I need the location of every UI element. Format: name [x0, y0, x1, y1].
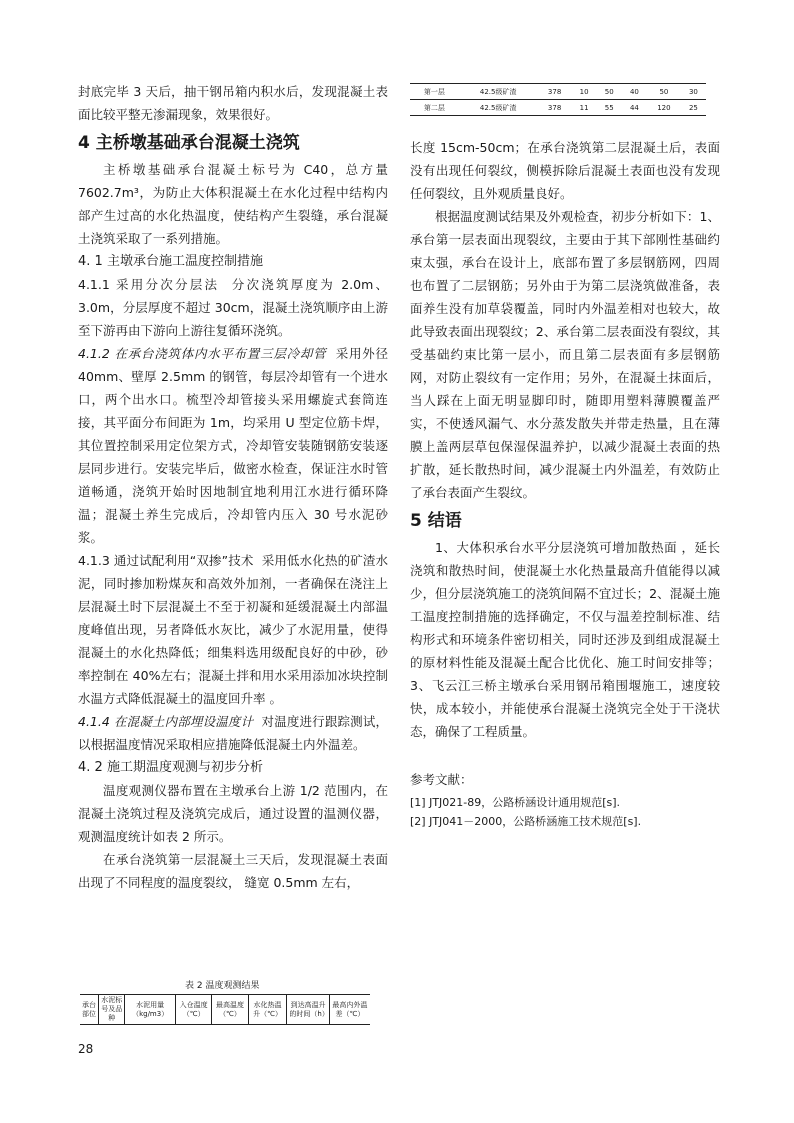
page-number: 28: [78, 1042, 94, 1056]
item-heading: 4.1.2 在承台浇筑体内水平布置三层冷却管: [78, 346, 327, 361]
paragraph: 温度观测仪器布置在主墩承台上游 1/2 范围内，在混凝土浇筑过程及浇筑完成后，通过设置的温测仪器，观测温度统计如表 2 所示。: [78, 783, 388, 844]
table-continuation: [410, 83, 706, 116]
reference-item: [1] JTJ021-89，公路桥涵设计通用规范[s].: [410, 796, 621, 809]
references: [410, 770, 641, 831]
item-heading: 4.1.3 通过试配利用“双掺”技术: [78, 553, 254, 568]
table-row: 第一层 42.5级矿渣 378 10 50 40 50 30: [410, 84, 706, 100]
right-column: [410, 136, 720, 743]
paragraph-4-1-1: 4.1.1 采用分次分层法 分次浇筑厚度为 2.0m、3.0m，分层厚度不超过 30cm，混凝土浇筑顺序由上游至下游再由下游向上游往复循环浇筑。: [78, 277, 389, 338]
table-caption: 表 2 温度观测结果: [185, 981, 260, 991]
section-heading-5: 5 结语: [410, 511, 462, 531]
left-column: [78, 80, 388, 894]
table-header-row: 承台部位 水泥标号及品种 水泥用量（kg/m3） 入仓温度（℃） 最高温度（℃） 水化热温升（℃） 到达高温升的时间（h） 最高内外温差（℃）: [80, 995, 370, 1025]
paragraph: 长度 15cm-50cm；在承台浇筑第二层混凝土后，表面没有出现任何裂纹，侧模拆除后混凝土表面也没有发现任何裂纹，且外观质量良好。: [410, 140, 720, 201]
reference-item: [2] JTJ041－2000，公路桥涵施工技术规范[s].: [410, 815, 642, 828]
paragraph: 根据温度测试结果及外观检查，初步分析如下：1、承台第一层表面出现裂纹，主要由于其下部刚性基础约束太强，承台在设计上，底部布置了多层钢筋网，四周也布置了二层钢筋；另外由于为第二层浇筑做准备，表面养生没有加草袋覆盖，同时内外温差相对也较大，故此导致表面出现裂纹；2、承台第二层表面没有裂纹，其受基础约束比第一层小，而且第二层表面有多层钢筋网，对防止裂纹有一定作用；另外，在混凝土抹面后，当人踩在上面无明显脚印时，随即用塑料薄膜覆盖严实，不使透风漏气、水分蒸发散失并带走热量，且在薄膜上盖两层草包保湿保温养护，以减少混凝土表面的热扩散，延长散热时间，减少混凝土内外温差，有效防止了承台表面产生裂纹。: [410, 209, 720, 500]
references-title: 参考文献：: [410, 772, 473, 787]
item-heading: 4.1.4 在混凝土内部埋设温度计: [78, 714, 254, 729]
paragraph: 1、大体积承台水平分层浇筑可增加散热面 ，延长浇筑和散热时间，使混凝土水化热量最高升值能得以减少，但分层浇筑施工的浇筑间隔不宜过长；2、混凝土施工温度控制措施的选择确定，不仅与温差控制标准、结构形式和环境条件密切相关，同时还涉及到组成混凝土的原材料性能及混凝土配合比优化、施工时间安排等；3、飞云江三桥主墩承台采用钢吊箱围堰施工，速度较快，成本较小，并能使承台混凝土浇筑完全处于干浇状态，确保了工程质量。: [410, 540, 720, 739]
table-row: 第二层 42.5级矿渣 378 11 55 44 120 25: [410, 100, 706, 116]
paragraph-4-1-2: 4.1.2 在承台浇筑体内水平布置三层冷却管 采用外径 40mm、壁厚 2.5mm 的钢管，每层冷却管有一个进水口，两个出水口。梳型冷却管接头采用螺旋式套筒连接，其平面分布间距为 1m，均采用 U 型定位筋卡焊，其位置控制采用定位架方式，冷却管安装随钢筋安装逐层同步进行。安装完毕后，做密水检查，保证注水时管道畅通，浇筑开始时因地制宜地利用江水进行循环降温；混凝土养生完成后，冷却管内压入 30 号水泥砂浆。: [78, 346, 388, 545]
paragraph-4-1-4: 4.1.4 在混凝土内部埋设温度计 对温度进行跟踪测试，以根据温度情况采取相应措施降低混凝土内外温差。: [78, 714, 388, 752]
paragraph: 主桥墩基础承台混凝土标号为 C40，总方量 7602.7m³，为防止大体积混凝土在水化过程中结构内部产生过高的水化热温度，使结构产生裂缝，承台混凝土浇筑采取了一系列措施。: [78, 162, 388, 246]
subsection-heading-4-1: 4. 1 主墩承台施工温度控制措施: [78, 254, 263, 269]
paragraph: 在承台浇筑第一层混凝土三天后，发现混凝土表面出现了不同程度的温度裂纹， 缝宽 0.5mm 左右，: [78, 852, 388, 890]
table-2: [80, 994, 370, 1025]
paragraph-4-1-3: 4.1.3 通过试配利用“双掺”技术 采用低水化热的矿渣水泥，同时掺加粉煤灰和高效外加剂，一者确保在浇注上层混凝土时下层混凝土不至于初凝和延缓混凝土内部温度峰值出现，另者降低水灰比，减少了水泥用量，使得混凝土的水化热降低；细集料选用级配良好的中砂，砂率控制在 40%左右；混凝土拌和用水采用添加冰块控制水温方式降低混凝土的温度回升率 。: [78, 553, 389, 706]
item-heading: 4.1.1 采用分次分层法: [78, 277, 220, 292]
paragraph: 封底完毕 3 天后，抽干钢吊箱内积水后，发现混凝土表面比较平整无渗漏现象，效果很好。: [78, 84, 388, 122]
section-heading-4: 4 主桥墩基础承台混凝土浇筑: [78, 133, 300, 153]
subsection-heading-4-2: 4. 2 施工期温度观测与初步分析: [78, 760, 263, 775]
